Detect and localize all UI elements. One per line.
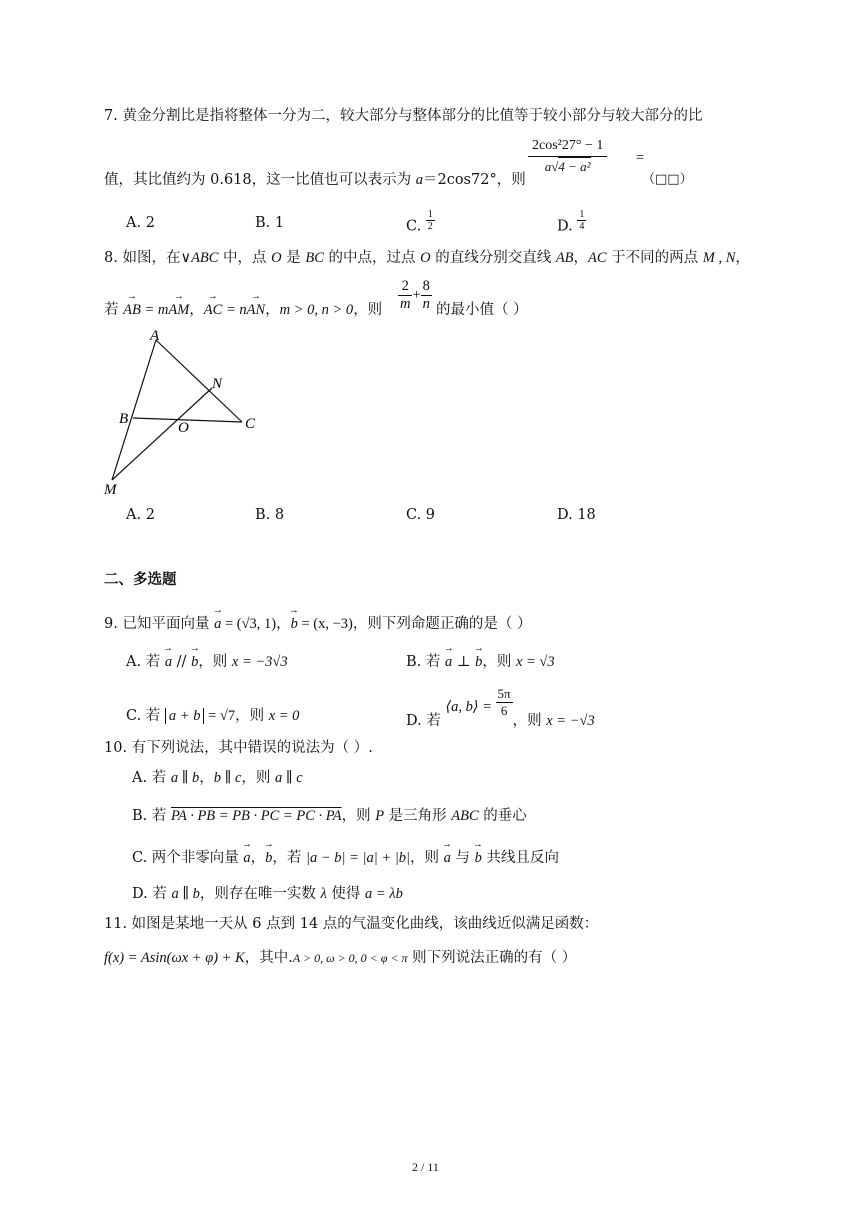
q10-c-a: C. 两个非零向量 xyxy=(132,850,244,866)
q8-l1a: 8. 如图，在 xyxy=(104,250,181,266)
q10-a-b: a ∥ b xyxy=(170,770,200,786)
q10-c-vb: → b xyxy=(265,850,272,867)
q8-eq-m: = m xyxy=(140,302,169,318)
q10-c-d: ，则 xyxy=(410,850,444,866)
q9-stem-a: 9. 已知平面向量 xyxy=(104,616,215,632)
q9-option-a xyxy=(126,650,288,671)
q7-optd-num: 1 xyxy=(579,209,585,220)
q8-f2-num: 2 xyxy=(401,278,409,294)
q7-optc-label: C. xyxy=(406,218,422,235)
q10-b-a: B. 若 xyxy=(132,808,171,824)
q7-option-c xyxy=(406,209,435,238)
q8-f8-den: n xyxy=(422,296,430,312)
q10-c-c: ，若 xyxy=(272,850,307,866)
q8-option-a: A. 2 xyxy=(126,507,155,523)
q9-c-abs: a + b xyxy=(165,708,205,724)
q11-cond: A > 0, ω > 0, 0 < φ < π xyxy=(292,951,408,965)
q7-den-rad: 4 − a² xyxy=(558,159,591,174)
q8-comma-2: ， xyxy=(189,302,204,318)
q9-d-then: ，则 xyxy=(512,712,547,729)
q9-option-c xyxy=(126,704,299,725)
q10-option-a xyxy=(132,766,303,787)
q7-line2 xyxy=(104,168,526,189)
fig-label-a: A xyxy=(150,328,160,344)
q9-a-rel: // xyxy=(172,654,192,670)
q9-a-va: → a xyxy=(165,654,172,671)
q8-triangle-figure xyxy=(100,326,270,498)
q8-option-b: B. 8 xyxy=(255,507,285,523)
q9-b-then: ，则 xyxy=(482,654,516,670)
q10-b-expr: PA · PB = PB · PC = PC · PA xyxy=(170,808,342,824)
q8-cond: m > 0, n > 0 xyxy=(279,302,354,318)
q8-ac: AC xyxy=(588,250,607,266)
q9-a-label: A. 若 xyxy=(126,654,165,670)
q9-b-rel: ⊥ xyxy=(452,654,476,670)
q10-d-lambda: λ xyxy=(320,886,327,902)
q9-b-label: B. 若 xyxy=(406,654,445,670)
q10-c-b: ， xyxy=(250,850,266,866)
q7-paren: （□□） xyxy=(642,172,693,187)
q10-option-b xyxy=(132,804,527,825)
q7-optd-frac xyxy=(577,209,586,232)
q8-bc: BC xyxy=(305,250,324,266)
q8-eq-n: = n xyxy=(222,302,247,318)
q10-c-vb2: → b xyxy=(475,850,482,867)
q9-b-vb: → b xyxy=(475,654,482,671)
q10-a-e: ，则 xyxy=(241,770,276,786)
q9-a-then: ，则 xyxy=(198,654,232,670)
q9-c-label: C. 若 xyxy=(126,708,165,724)
q9-a-vb: → b xyxy=(191,654,198,671)
q10-b-abc: ABC xyxy=(451,808,479,824)
q9-d-label: D. 若 xyxy=(406,712,446,729)
q10-a-d: b ∥ c xyxy=(213,770,242,786)
q7-optc-den: 2 xyxy=(427,221,433,232)
q9-d-angle: ⟨a, b⟩ = xyxy=(445,698,496,715)
q11-line2 xyxy=(104,946,576,967)
q9-c-then: ，则 xyxy=(235,708,269,724)
q8-l1c: 是 xyxy=(281,250,306,266)
q7-frac-num: 2cos²27° − 1 xyxy=(528,138,607,157)
q7-optc-num: 1 xyxy=(427,209,433,220)
q10-a-a: A. 若 xyxy=(132,770,171,786)
q9-eq2: = (x, −3) xyxy=(297,616,353,632)
q7-den-a: a xyxy=(544,159,552,174)
q7-expr-eq: ＝2cos72°，则 xyxy=(422,172,526,188)
q10-b-c: 是三角形 xyxy=(384,808,452,824)
q9-stem xyxy=(104,612,531,633)
q8-l1b: 中，点 xyxy=(218,250,272,266)
q8-mn: M , N xyxy=(702,250,736,266)
q7-option-b: B. 1 xyxy=(255,215,285,231)
fig-label-b: B xyxy=(119,411,129,427)
q8-comma: ， xyxy=(573,250,589,266)
q11-func: f(x) = Asin(ωx + φ) + K xyxy=(104,950,245,966)
q7-frac-den: a√4 − a² xyxy=(544,159,591,174)
q8-f8-num: 8 xyxy=(422,278,430,294)
q7-option-d xyxy=(557,209,586,238)
fig-label-n: N xyxy=(212,376,223,392)
q8-frac-2m xyxy=(398,278,412,313)
q9-d-den: 6 xyxy=(496,702,513,719)
q10-c-va: → a xyxy=(243,850,250,867)
q9-c-res: x = 0 xyxy=(268,708,300,724)
q8-l2a: 若 xyxy=(104,302,124,318)
q7-line2-text: 值，其比值约为 0.618，这一比值也可以表示为 xyxy=(104,172,416,188)
q9-eq1: = (√3, 1) xyxy=(221,616,277,632)
q8-frac-expr xyxy=(398,278,432,313)
q9-stem-b: ，则下列命题正确的是（ ） xyxy=(352,616,532,632)
q9-d-num: 5π xyxy=(497,686,511,701)
q8-line2 xyxy=(104,298,382,319)
q10-c-f: 共线且反向 xyxy=(481,850,559,866)
q7-optd-den: 4 xyxy=(579,221,585,232)
q10-d-e: a = λb xyxy=(365,886,403,902)
q8-line1 xyxy=(104,246,750,267)
section-multi-choice-heading: 二、多选题 xyxy=(104,572,177,588)
q9-d-res: x = −√3 xyxy=(546,712,595,729)
q8-l1g: ， xyxy=(735,250,750,266)
q10-d-c: ，则存在唯一实数 xyxy=(199,886,321,902)
fig-label-o: O xyxy=(178,420,189,436)
q10-stem: 10. 有下列说法，其中错误的说法为（ ）. xyxy=(104,740,373,756)
q8-l1e: 的直线分别交直线 xyxy=(430,250,556,266)
q10-d-d: 使得 xyxy=(326,886,365,902)
q8-ab: AB xyxy=(555,250,574,266)
q10-option-d xyxy=(132,882,403,903)
q8-vec-am: → AM xyxy=(168,302,189,319)
q8-option-c: C. 9 xyxy=(406,507,436,523)
q8-vec-ac: → AC xyxy=(204,302,223,319)
q8-point-o-2: O xyxy=(420,250,431,266)
q9-option-b xyxy=(406,650,555,671)
q8-vec-an: → AN xyxy=(247,302,266,319)
line-ac xyxy=(156,340,242,422)
q9-c-eq: = √7 xyxy=(204,708,236,724)
q8-point-o: O xyxy=(271,250,282,266)
q10-d-b: a ∥ b xyxy=(171,886,200,902)
q11-l2b: 则下列说法正确的有（ ） xyxy=(407,950,577,966)
q8-line2-end: 的最小值（ ） xyxy=(436,302,528,318)
q11-line1: 11. 如图是某地一天从 6 点到 14 点的气温变化曲线，该曲线近似满足函数： xyxy=(104,916,599,932)
q10-c-e: 与 xyxy=(450,850,475,866)
q10-b-b: ，则 xyxy=(341,808,376,824)
q11-l2a: ，其中. xyxy=(244,950,293,966)
q7-line1: 7. 黄金分割比是指将整体一分为二，较大部分与整体部分的比值等于较小部分与较大部分的比 xyxy=(104,108,703,124)
q9-comma: ， xyxy=(276,616,291,632)
q7-var-a: a xyxy=(415,172,423,188)
q9-d-frac xyxy=(496,686,513,719)
q9-vec-b: → b xyxy=(291,616,298,633)
q7-fraction xyxy=(528,138,607,175)
q7-optd-label: D. xyxy=(557,218,573,235)
q10-option-c xyxy=(132,846,559,867)
q9-a-res: x = −3√3 xyxy=(231,654,288,670)
fig-label-m: M xyxy=(104,482,117,498)
q9-option-d xyxy=(406,686,595,729)
q8-plus: + xyxy=(412,286,421,303)
q8-frac-8n xyxy=(421,278,432,313)
q8-l2b: ，则 xyxy=(353,302,383,318)
q9-b-res: x = √3 xyxy=(515,654,555,670)
q10-b-d: 的垂心 xyxy=(478,808,527,824)
q10-c-expr: |a − b| = |a| + |b| xyxy=(306,850,411,866)
q10-b-p: P xyxy=(375,808,385,824)
q8-f2-den: m xyxy=(400,296,411,312)
q8-triangle: ∨ABC xyxy=(180,250,219,266)
q8-option-d: D. 18 xyxy=(557,507,596,523)
q8-l1d: 的中点，过点 xyxy=(323,250,421,266)
q10-c-va2: → a xyxy=(444,850,451,867)
page-number: 2 / 11 xyxy=(412,1160,439,1174)
q8-vec-ab: → AB xyxy=(123,302,141,319)
q7-option-a: A. 2 xyxy=(126,215,155,231)
q8-l1f: 于不同的两点 xyxy=(606,250,703,266)
q9-b-va: → a xyxy=(445,654,452,671)
q10-a-c: ， xyxy=(199,770,214,786)
q10-d-a: D. 若 xyxy=(132,886,172,902)
q7-optc-frac xyxy=(426,209,435,232)
q10-a-f: a ∥ c xyxy=(275,770,303,786)
q7-eq: = xyxy=(636,150,645,166)
q9-vec-a: → a xyxy=(214,616,221,633)
fig-label-c: C xyxy=(245,416,256,432)
q8-comma-3: ， xyxy=(265,302,280,318)
